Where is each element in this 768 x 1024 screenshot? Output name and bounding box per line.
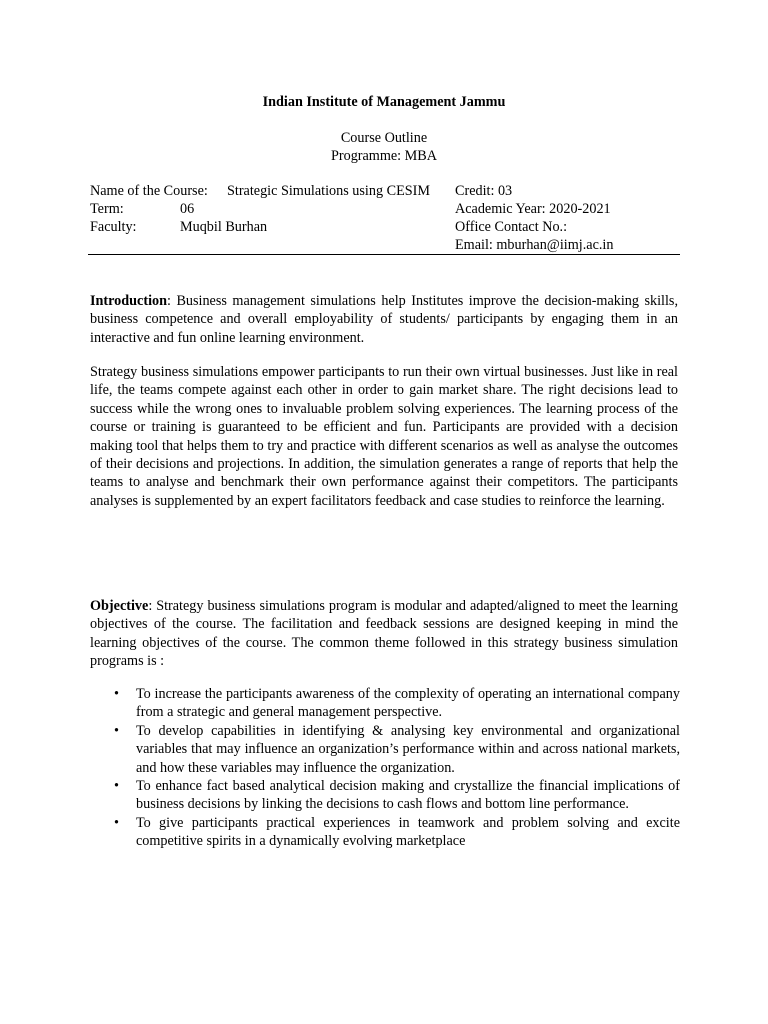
objective-text: : Strategy business simulations program is modular and adapted/aligned to meet the learning objectives of the course. The facilitation and feedback sessions are designed keeping in mind the learning objectives of the course. The common theme followed in this strategy business simulation programs is : <box>90 598 678 670</box>
course-name-label: Name of the Course: <box>90 183 208 199</box>
objectives-list <box>90 685 680 851</box>
term-value: 06 <box>180 201 195 217</box>
faculty-value: Muqbil Burhan <box>180 219 268 235</box>
meta-row-faculty <box>90 218 680 236</box>
academic-year: Academic Year: 2020-2021 <box>455 201 611 217</box>
list-item-text: To increase the participants awareness of the complexity of operating an international company from a strategic and general management perspective. <box>136 686 680 721</box>
email-address: Email: mburhan@iimj.ac.in <box>455 237 614 253</box>
introduction-heading: Introduction <box>90 293 167 309</box>
meta-row-email <box>90 236 680 254</box>
header-divider <box>88 254 680 255</box>
list-item <box>90 685 680 722</box>
course-meta-block <box>90 182 680 254</box>
document-type: Course Outline <box>340 130 428 146</box>
objective-paragraph <box>90 597 678 671</box>
programme-label: Programme: MBA <box>330 148 437 164</box>
bullet-icon: • <box>114 722 119 739</box>
list-item <box>90 777 680 814</box>
bullet-icon: • <box>114 814 119 831</box>
list-item <box>90 814 680 851</box>
introduction-text: : Business management simulations help Institutes improve the decision-making skills, business competence and overall employability of students/ participants by engaging them in an interactive and fun online learning environment. <box>90 293 678 346</box>
list-item-text: To give participants practical experiences in teamwork and problem solving and excite competitive spirits in a dynamically evolving marketplace <box>136 814 680 850</box>
term-label: Term: <box>90 201 124 217</box>
bullet-icon: • <box>114 778 119 795</box>
objective-heading: Objective <box>90 598 149 614</box>
meta-row-term <box>90 200 680 218</box>
meta-row-course <box>90 182 680 200</box>
bullet-icon: • <box>114 686 119 702</box>
office-contact: Office Contact No.: <box>455 219 568 235</box>
institute-title: Indian Institute of Management Jammu <box>262 94 506 110</box>
credit-value: Credit: 03 <box>455 183 513 199</box>
list-item-text: To develop capabilities in identifying & analysing key environmental and organizational variables that may influence an organization’s performance within and across national markets, and how these variables may influence the organization. <box>136 722 680 776</box>
simulation-description-paragraph: Strategy business simulations empower participants to run their own virtual businesses. Just like in real life, the teams compete against each other in order to gain market share. The right decisions lead to success while the wrong ones to invaluable problem solving experiences. The learning process of the course or training is guaranteed to be efficient and fun. Participants are provided with a decision making tool that helps them to try and practice with different scenarios as well as analyse the outcomes of their decisions and projections. In addition, the simulation generates a range of reports that help the teams to analyse and benchmark their own performance against their competitors. The participants analyses is supplemented by an expert facilitators feedback and case studies to reinforce the learning. <box>90 364 678 509</box>
introduction-paragraph <box>90 292 678 347</box>
list-item <box>90 722 680 777</box>
list-item-text: To enhance fact based analytical decision making and crystallize the financial implications of business decisions by linking the decisions to cash flows and bottom line performance. <box>136 778 680 813</box>
faculty-label: Faculty: <box>90 219 137 235</box>
course-name-value: Strategic Simulations using CESIM <box>227 183 430 199</box>
